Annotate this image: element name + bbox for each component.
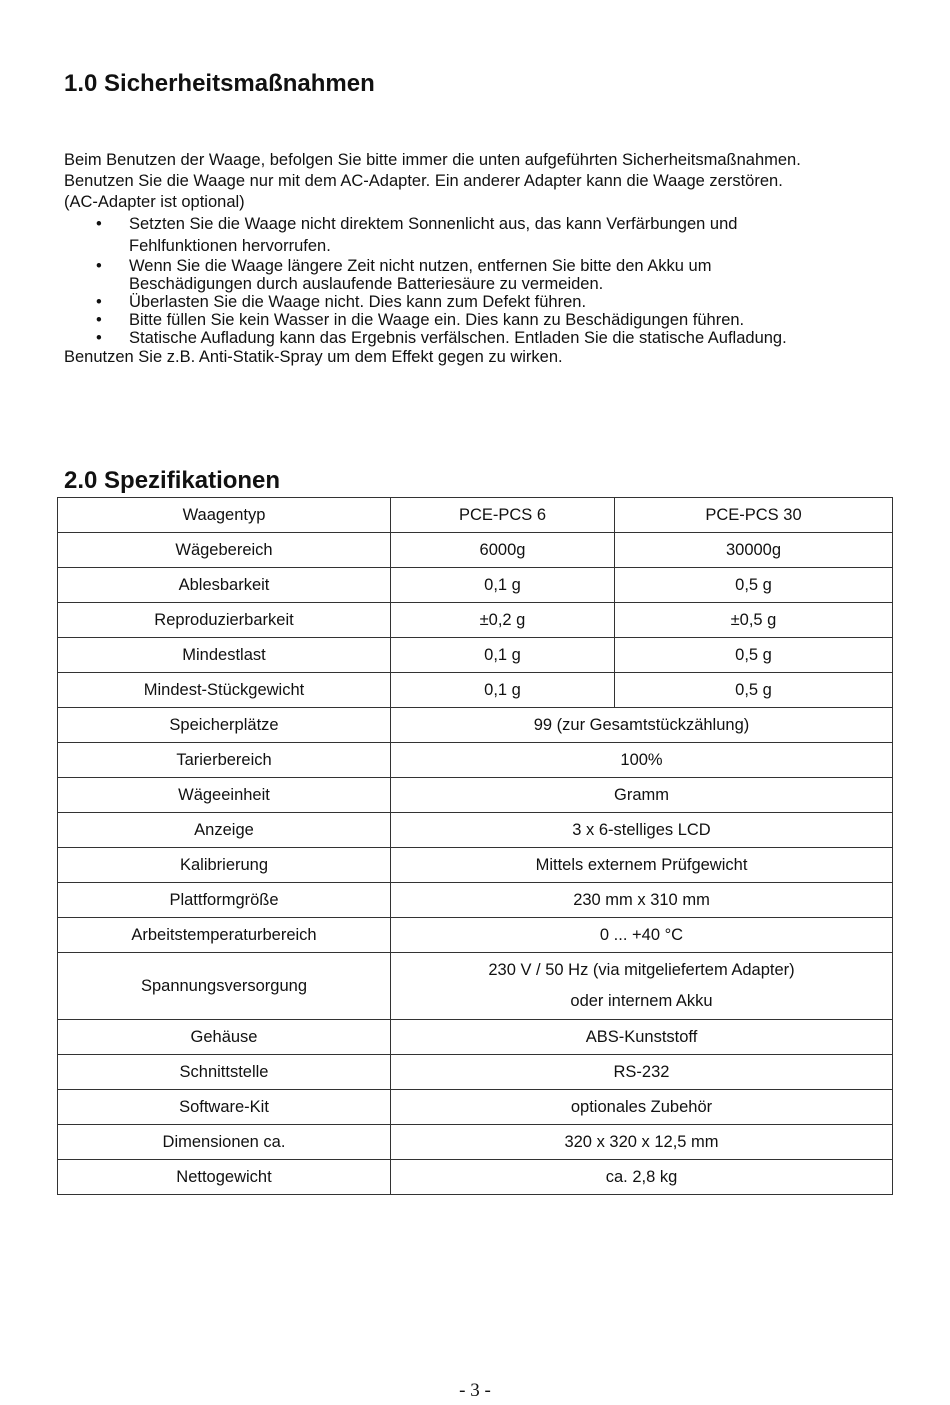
table-row [58,1160,893,1195]
table-row [58,743,893,778]
safety-text [64,150,904,368]
spec-value: 99 (zur Gesamtstückzählung) [391,708,893,743]
bullet-line: Setzten Sie die Waage nicht direktem Sonnenlicht aus, das kann Verfärbungen und [129,215,738,233]
bullet-line: Wenn Sie die Waage längere Zeit nicht nutzen, entfernen Sie bitte den Akku um [129,257,712,275]
list-item [64,311,904,329]
list-item [64,293,904,311]
spec-label: Wägeeinheit [58,778,391,813]
table-row [58,813,893,848]
spec-label: Nettogewicht [58,1160,391,1195]
intro-line: Beim Benutzen der Waage, befolgen Sie bitte immer die unten aufgeführten Sicherheitsmaßnahmen. [64,151,801,169]
bullet-line: Bitte füllen Sie kein Wasser in die Waage ein. Dies kann zu Beschädigungen führen. [129,311,745,329]
table-row [58,1125,893,1160]
spec-value-model-30: ±0,5 g [615,603,893,638]
table-row [58,498,893,533]
list-item [64,329,904,347]
table-row [58,533,893,568]
spec-value: 320 x 320 x 12,5 mm [391,1125,893,1160]
spec-label: Schnittstelle [58,1055,391,1090]
table-row [58,673,893,708]
list-item [64,257,904,293]
spec-label: Kalibrierung [58,848,391,883]
spec-label: Gehäuse [58,1020,391,1055]
spec-label: Tarierbereich [58,743,391,778]
spec-table [57,497,893,1195]
table-row [58,568,893,603]
spec-value-model-30: 30000g [615,533,893,568]
spec-value: ABS-Kunststoff [391,1020,893,1055]
spec-label: Wägebereich [58,533,391,568]
spec-label: Arbeitstemperaturbereich [58,918,391,953]
spec-value-line: 230 V / 50 Hz (via mitgeliefertem Adapter) [488,961,795,979]
list-item [64,213,904,257]
spec-label: Anzeige [58,813,391,848]
spec-value-model-6: 0,1 g [391,568,615,603]
spec-value-model-6: 0,1 g [391,673,615,708]
spec-label: Plattformgröße [58,883,391,918]
bullet-line: Überlasten Sie die Waage nicht. Dies kann zum Defekt führen. [129,293,587,311]
spec-value: 3 x 6-stelliges LCD [391,813,893,848]
spec-label: Spannungsversorgung [58,953,391,1020]
spec-label: Software-Kit [58,1090,391,1125]
spec-value-model-6: PCE-PCS 6 [391,498,615,533]
safety-list [64,213,904,347]
bullet-line: Fehlfunktionen hervorrufen. [129,237,331,255]
spec-value-model-6: 6000g [391,533,615,568]
intro-line: Benutzen Sie die Waage nur mit dem AC-Adapter. Ein anderer Adapter kann die Waage zerstören. [64,172,783,190]
spec-label: Reproduzierbarkeit [58,603,391,638]
table-row [58,848,893,883]
table-row [58,953,893,1020]
intro-line: (AC-Adapter ist optional) [64,193,245,211]
section-2-title: 2.0 Spezifikationen [64,467,281,494]
spec-label: Mindest-Stückgewicht [58,673,391,708]
table-row [58,708,893,743]
spec-value: 100% [391,743,893,778]
table-row [58,778,893,813]
spec-value: Mittels externem Prüfgewicht [391,848,893,883]
table-row [58,918,893,953]
spec-label: Ablesbarkeit [58,568,391,603]
spec-label: Speicherplätze [58,708,391,743]
spec-value-line: oder internem Akku [570,992,713,1010]
spec-value: optionales Zubehör [391,1090,893,1125]
spec-label: Mindestlast [58,638,391,673]
page-number: - 3 - [459,1380,491,1401]
table-row [58,1090,893,1125]
table-row [58,883,893,918]
closing-line: Benutzen Sie z.B. Anti-Statik-Spray um dem Effekt gegen zu wirken. [64,348,563,366]
spec-value: RS-232 [391,1055,893,1090]
spec-label: Dimensionen ca. [58,1125,391,1160]
bullet-line: Beschädigungen durch auslaufende Batteriesäure zu vermeiden. [129,275,604,293]
spec-value [391,953,893,1020]
table-row [58,1020,893,1055]
spec-value-model-30: PCE-PCS 30 [615,498,893,533]
spec-value: 230 mm x 310 mm [391,883,893,918]
spec-value-model-6: ±0,2 g [391,603,615,638]
spec-value: 0 ... +40 °C [391,918,893,953]
section-1-title: 1.0 Sicherheitsmaßnahmen [64,70,375,97]
spec-value-model-6: 0,1 g [391,638,615,673]
spec-value-model-30: 0,5 g [615,638,893,673]
spec-value-model-30: 0,5 g [615,673,893,708]
table-row [58,638,893,673]
table-row [58,1055,893,1090]
spec-label: Waagentyp [58,498,391,533]
spec-value: ca. 2,8 kg [391,1160,893,1195]
spec-value: Gramm [391,778,893,813]
bullet-line: Statische Aufladung kann das Ergebnis verfälschen. Entladen Sie die statische Aufladung. [129,329,787,347]
table-row [58,603,893,638]
spec-value-model-30: 0,5 g [615,568,893,603]
